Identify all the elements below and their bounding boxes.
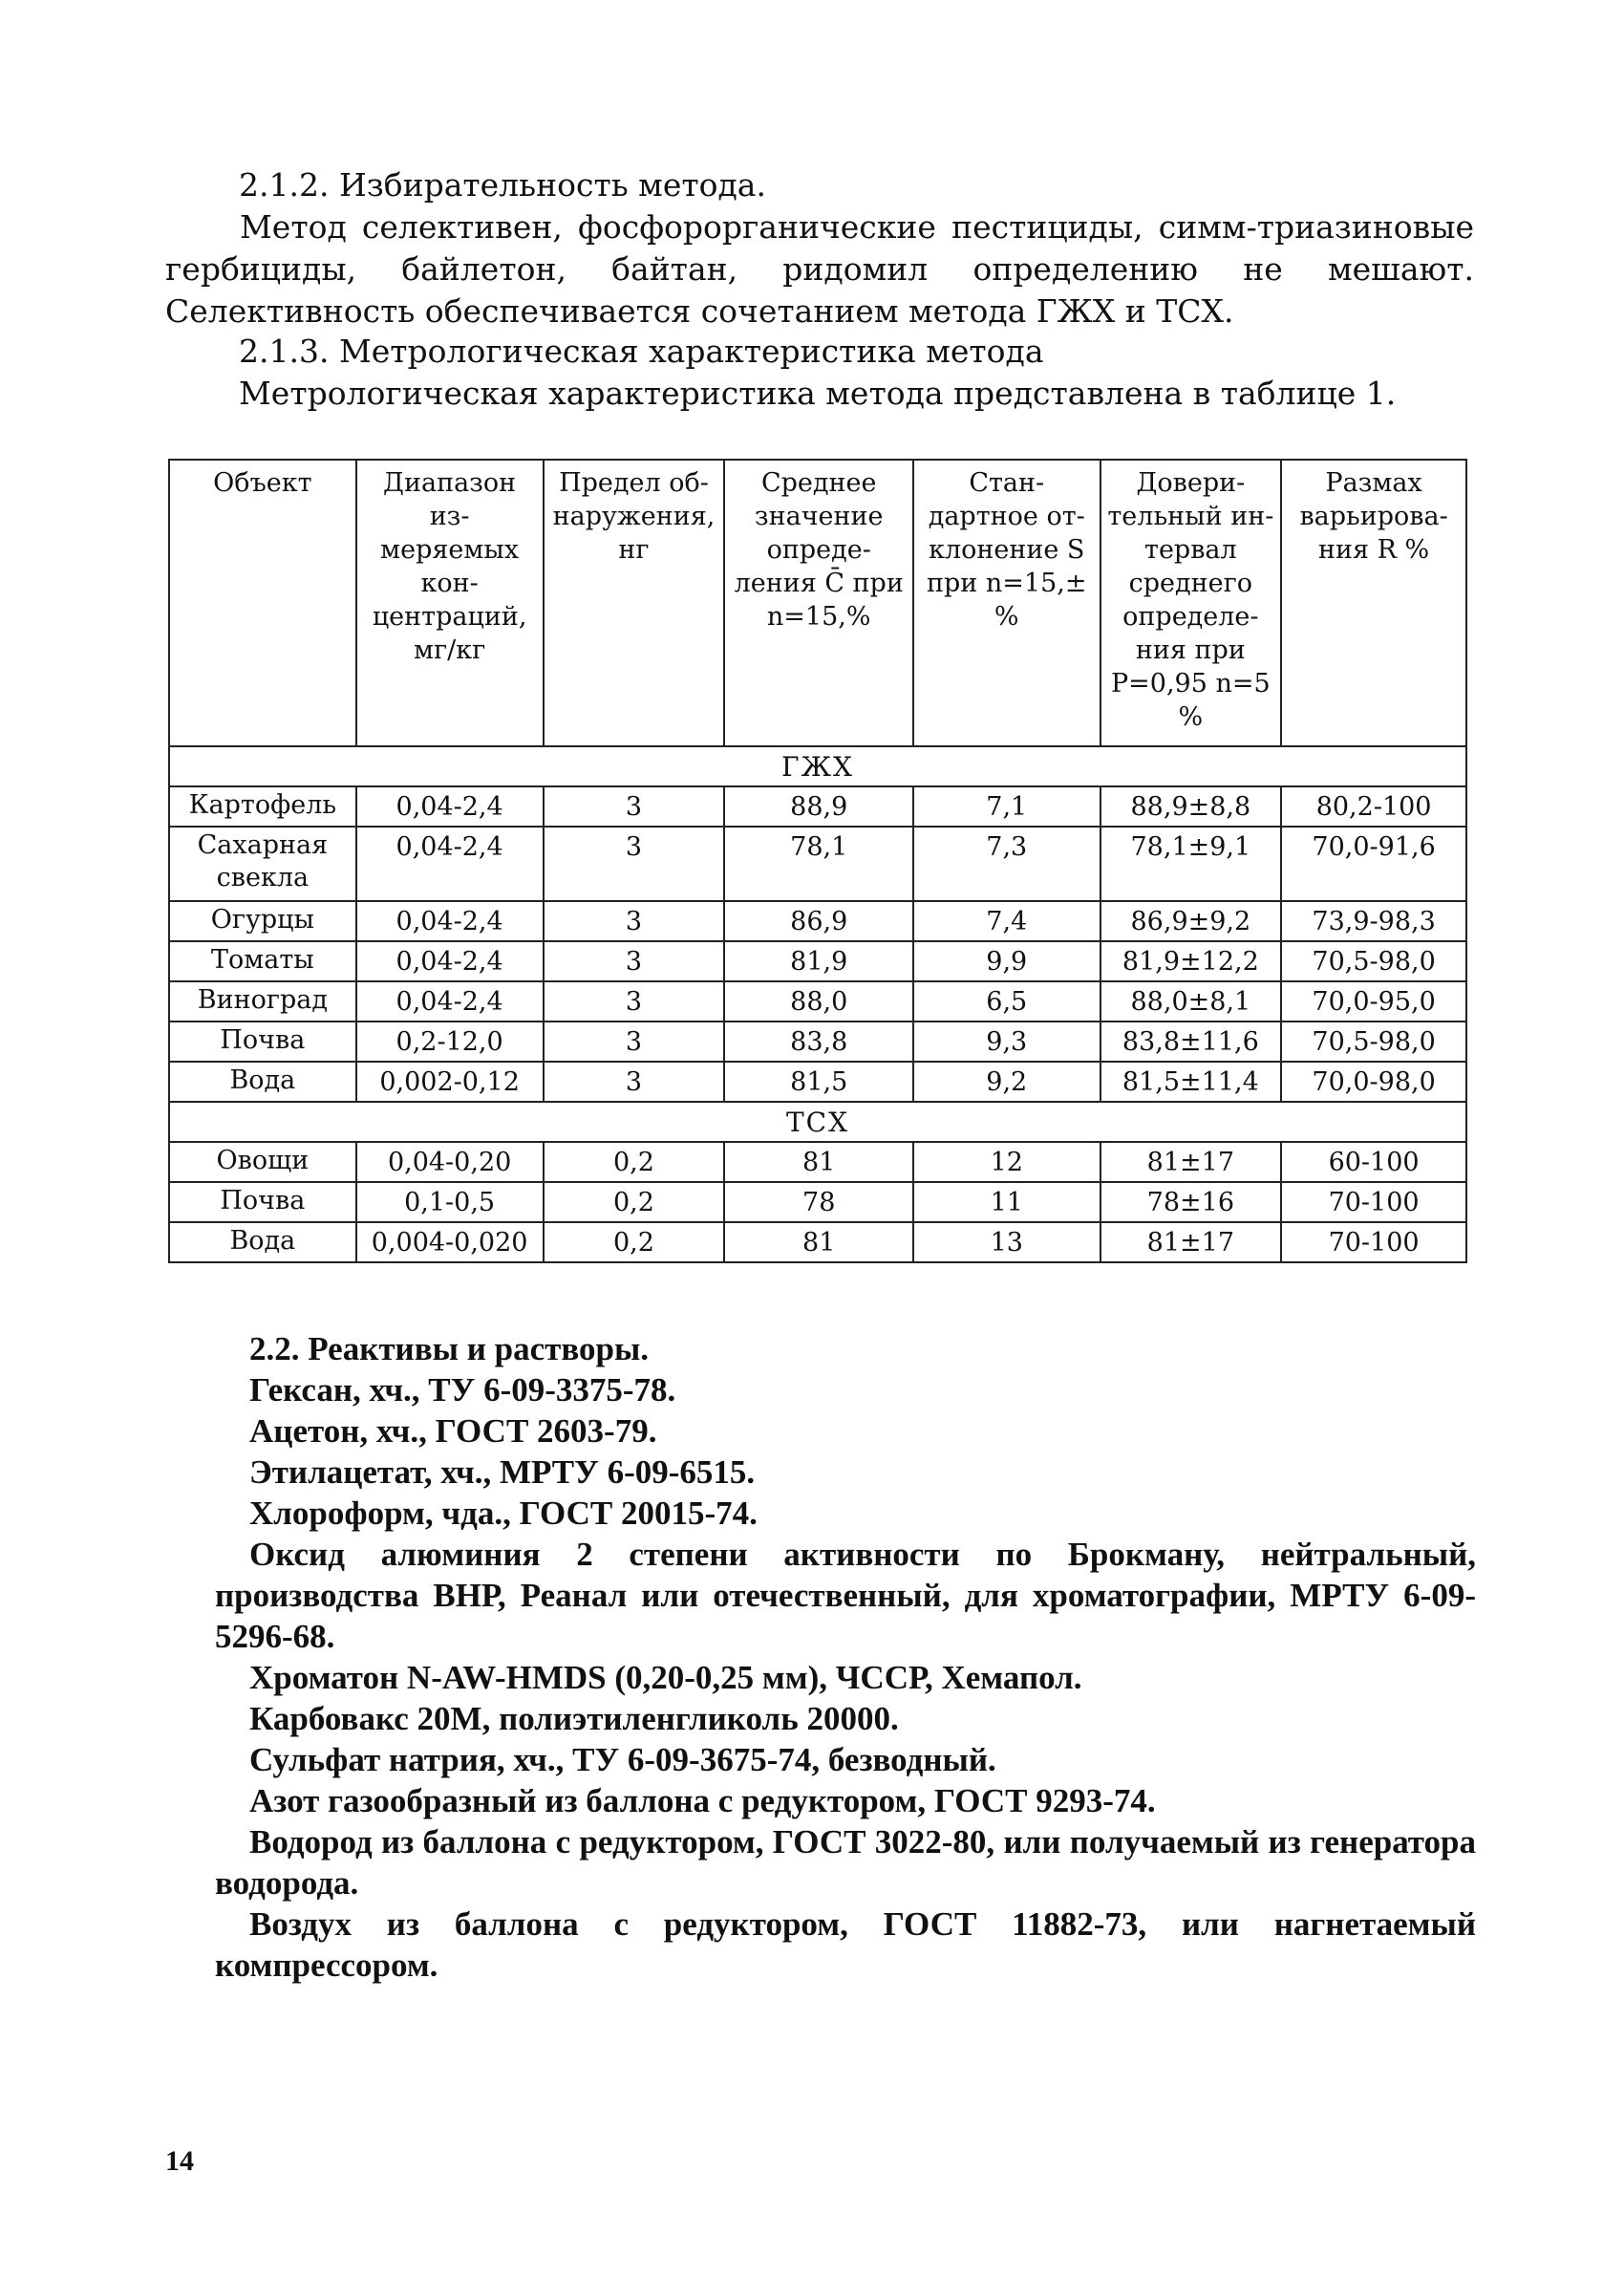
table-row xyxy=(169,827,1466,901)
cell-mean: 81,5 xyxy=(724,1062,913,1102)
reagent-item: Гексан, хч., ТУ 6-09-3375-78. xyxy=(249,1371,676,1409)
cell-object: Огурцы xyxy=(169,901,356,941)
header-detection-limit: Предел об-наружения, нг xyxy=(544,460,725,746)
reagents-title: 2.2. Реактивы и растворы. xyxy=(249,1330,650,1367)
group-label-tlc: ТСХ xyxy=(169,1102,1466,1142)
cell-object: Вода xyxy=(169,1062,356,1102)
cell-mean: 88,9 xyxy=(724,786,913,827)
reagent-item: Этилацетат, хч., МРТУ 6-09-6515. xyxy=(249,1453,756,1491)
cell-mean: 78,1 xyxy=(724,827,913,901)
header-variation-range: Размах варьирова-ния R % xyxy=(1281,460,1466,746)
cell-std: 9,2 xyxy=(913,1062,1100,1102)
cell-mean: 81 xyxy=(724,1222,913,1262)
cell-std: 13 xyxy=(913,1222,1100,1262)
cell-limit: 0,2 xyxy=(544,1142,725,1182)
cell-object: Вода xyxy=(169,1222,356,1262)
cell-range: 0,1-0,5 xyxy=(356,1182,544,1222)
cell-std: 7,3 xyxy=(913,827,1100,901)
table-row xyxy=(169,981,1466,1022)
reagent-item: Азот газообразный из баллона с редуктором, ГОСТ 9293-74. xyxy=(249,1782,1156,1819)
cell-variation: 80,2-100 xyxy=(1281,786,1466,827)
table-row xyxy=(169,941,1466,981)
reagent-item: Воздух из баллона с редуктором, ГОСТ 11882-73, или нагнетаемый компрессором. xyxy=(215,1905,1476,1984)
reagent-item: Сульфат натрия, хч., ТУ 6-09-3675-74, безводный. xyxy=(249,1741,996,1778)
cell-limit: 3 xyxy=(544,901,725,941)
cell-std: 7,1 xyxy=(913,786,1100,827)
header-object: Объект xyxy=(169,460,356,746)
cell-interval: 88,9±8,8 xyxy=(1100,786,1282,827)
cell-interval: 81±17 xyxy=(1100,1222,1282,1262)
cell-interval: 83,8±11,6 xyxy=(1100,1022,1282,1062)
cell-variation: 70,0-95,0 xyxy=(1281,981,1466,1022)
cell-mean: 83,8 xyxy=(724,1022,913,1062)
cell-limit: 3 xyxy=(544,941,725,981)
cell-variation: 70,0-98,0 xyxy=(1281,1062,1466,1102)
cell-std: 12 xyxy=(913,1142,1100,1182)
cell-limit: 3 xyxy=(544,827,725,901)
reagent-item: Хлороформ, чда., ГОСТ 20015-74. xyxy=(249,1495,758,1532)
cell-limit: 0,2 xyxy=(544,1182,725,1222)
cell-range: 0,04-0,20 xyxy=(356,1142,544,1182)
reagent-item: Хроматон N-AW-HMDS (0,20-0,25 мм), ЧССР, Хемапол. xyxy=(249,1659,1082,1696)
cell-interval: 88,0±8,1 xyxy=(1100,981,1282,1022)
cell-interval: 86,9±9,2 xyxy=(1100,901,1282,941)
cell-range: 0,002-0,12 xyxy=(356,1062,544,1102)
cell-variation: 70,5-98,0 xyxy=(1281,1022,1466,1062)
cell-limit: 3 xyxy=(544,1062,725,1102)
cell-limit: 3 xyxy=(544,786,725,827)
cell-object: Овощи xyxy=(169,1142,356,1182)
reagent-item: Ацетон, хч., ГОСТ 2603-79. xyxy=(249,1412,657,1450)
cell-object: Почва xyxy=(169,1022,356,1062)
reagent-item: Карбовакс 20М, полиэтиленгликоль 20000. xyxy=(249,1700,899,1737)
group-row xyxy=(169,746,1466,786)
table-row xyxy=(169,1062,1466,1102)
cell-std: 11 xyxy=(913,1182,1100,1222)
reagent-item: Водород из баллона с редуктором, ГОСТ 3022-80, или получаемый из генератора водорода. xyxy=(215,1823,1476,1902)
cell-mean: 81 xyxy=(724,1142,913,1182)
cell-mean: 88,0 xyxy=(724,981,913,1022)
cell-variation: 73,9-98,3 xyxy=(1281,901,1466,941)
cell-range: 0,04-2,4 xyxy=(356,941,544,981)
cell-limit: 3 xyxy=(544,1022,725,1062)
group-label-gc: ГЖХ xyxy=(169,746,1466,786)
header-range: Диапазон из-меряемых кон-центраций, мг/кг xyxy=(356,460,544,746)
table-row xyxy=(169,786,1466,827)
cell-interval: 81,5±11,4 xyxy=(1100,1062,1282,1102)
cell-range: 0,2-12,0 xyxy=(356,1022,544,1062)
table-row xyxy=(169,1182,1466,1222)
header-std-dev: Стан-дартное от-клонение S при n=15,± % xyxy=(913,460,1100,746)
cell-variation: 70-100 xyxy=(1281,1222,1466,1262)
table-header xyxy=(169,460,1466,746)
cell-variation: 70-100 xyxy=(1281,1182,1466,1222)
header-confidence-interval: Довери-тельный ин-тервал среднего определе-ния при P=0,95 n=5 % xyxy=(1100,460,1282,746)
cell-std: 9,9 xyxy=(913,941,1100,981)
cell-std: 7,4 xyxy=(913,901,1100,941)
cell-interval: 81,9±12,2 xyxy=(1100,941,1282,981)
metrology-intro: Метрологическая характеристика метода представлена в таблице 1. xyxy=(239,375,1397,412)
cell-range: 0,04-2,4 xyxy=(356,827,544,901)
cell-interval: 81±17 xyxy=(1100,1142,1282,1182)
group-row xyxy=(169,1102,1466,1142)
cell-object: Виноград xyxy=(169,981,356,1022)
cell-range: 0,04-2,4 xyxy=(356,786,544,827)
table-row xyxy=(169,1022,1466,1062)
metrology-table xyxy=(168,459,1467,1263)
cell-std: 9,3 xyxy=(913,1022,1100,1062)
cell-variation: 60-100 xyxy=(1281,1142,1466,1182)
section-2-1-2-title: 2.1.2. Избирательность метода. xyxy=(239,166,766,204)
cell-mean: 78 xyxy=(724,1182,913,1222)
cell-interval: 78,1±9,1 xyxy=(1100,827,1282,901)
cell-range: 0,004-0,020 xyxy=(356,1222,544,1262)
cell-limit: 0,2 xyxy=(544,1222,725,1262)
table-row xyxy=(169,1222,1466,1262)
cell-interval: 78±16 xyxy=(1100,1182,1282,1222)
table-row xyxy=(169,901,1466,941)
cell-range: 0,04-2,4 xyxy=(356,981,544,1022)
cell-mean: 81,9 xyxy=(724,941,913,981)
selectivity-paragraph: Метод селективен, фосфорорганические пестициды, симм-триазиновые гербициды, байлетон, байтан, ридомил определению не мешают. Селективность обеспечивается сочетанием метода ГЖХ и ТСХ. xyxy=(165,208,1474,330)
cell-limit: 3 xyxy=(544,981,725,1022)
cell-variation: 70,0-91,6 xyxy=(1281,827,1466,901)
cell-object: Картофель xyxy=(169,786,356,827)
section-2-1-3-title: 2.1.3. Метрологическая характеристика метода xyxy=(239,333,1044,370)
cell-object: Сахарная свекла xyxy=(169,827,356,901)
page-number: 14 xyxy=(165,2145,194,2177)
header-mean: Среднее значение опреде-ления C̄ при n=15,% xyxy=(724,460,913,746)
cell-object: Томаты xyxy=(169,941,356,981)
cell-variation: 70,5-98,0 xyxy=(1281,941,1466,981)
reagents-section xyxy=(215,1328,1476,1986)
cell-object: Почва xyxy=(169,1182,356,1222)
cell-range: 0,04-2,4 xyxy=(356,901,544,941)
cell-std: 6,5 xyxy=(913,981,1100,1022)
reagent-item: Оксид алюминия 2 степени активности по Брокману, нейтральный, производства ВНР, Реанал или отечественный, для хроматографии, МРТУ 6-09-5296-68. xyxy=(215,1536,1476,1655)
table-row xyxy=(169,1142,1466,1182)
cell-mean: 86,9 xyxy=(724,901,913,941)
